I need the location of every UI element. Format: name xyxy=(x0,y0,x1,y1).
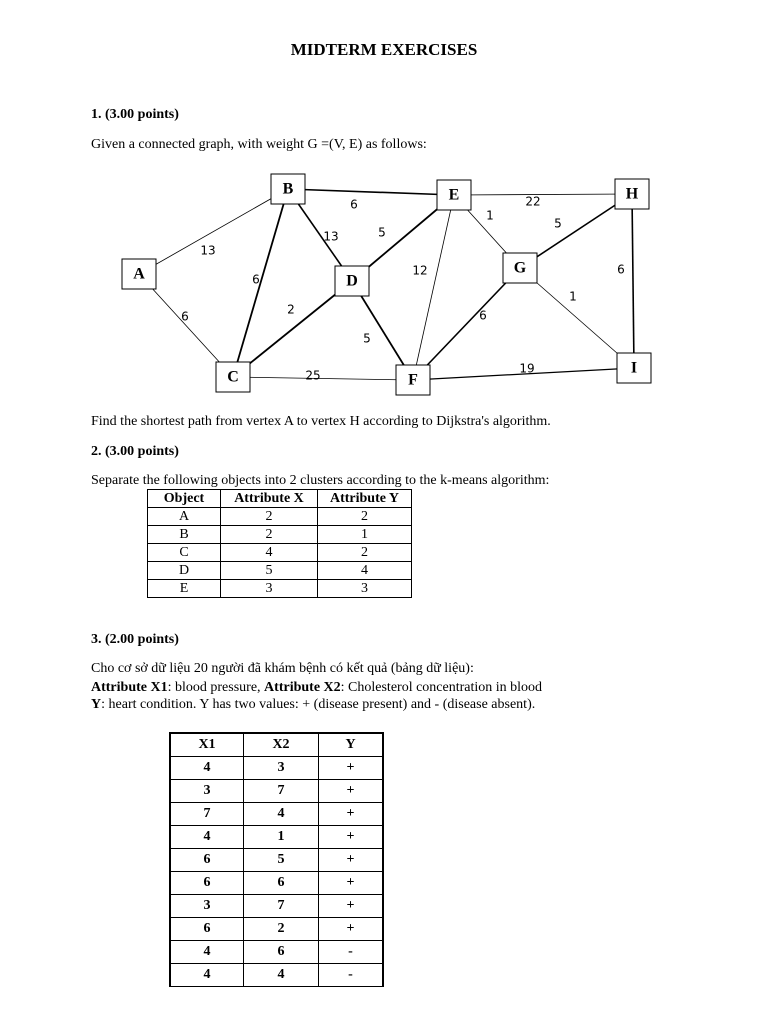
question-3-heading: 3. (2.00 points) xyxy=(91,632,179,647)
cell: 2 xyxy=(244,918,319,941)
table-row xyxy=(170,757,383,780)
cell: 2 xyxy=(318,544,412,562)
graph-edge-c-d xyxy=(233,281,352,377)
table-row xyxy=(170,780,383,803)
edge-weight-label: 22 xyxy=(525,194,541,209)
column-header: Y xyxy=(319,733,384,757)
patient-table xyxy=(169,732,384,987)
cell: 4 xyxy=(170,964,244,987)
cell: + xyxy=(319,872,384,895)
cell: 4 xyxy=(221,544,318,562)
cell: C xyxy=(148,544,221,562)
edge-weight-label: 13 xyxy=(323,229,339,244)
graph-edge-b-e xyxy=(288,189,454,195)
table-row xyxy=(170,895,383,918)
graph-edge-f-g xyxy=(413,268,520,380)
cell: 3 xyxy=(244,757,319,780)
cell: - xyxy=(319,941,384,964)
question-3-line1: Cho cơ sở dữ liệu 20 người đã khám bệnh có kết quả (bảng dữ liệu): xyxy=(91,661,474,676)
edge-weight-label: 5 xyxy=(363,331,371,346)
edge-weight-label: 5 xyxy=(554,216,562,231)
attr-x2-text: : Cholesterol concentration in blood xyxy=(340,680,543,695)
page-title: MIDTERM EXERCISES xyxy=(290,40,478,59)
question-3-line3 xyxy=(91,697,535,713)
question-2-intro: Separate the following objects into 2 clusters according to the k-means algorithm: xyxy=(91,473,550,488)
cell: D xyxy=(148,562,221,580)
table-row xyxy=(148,580,412,598)
edge-weight-label: 6 xyxy=(181,309,189,324)
edge-weight-label: 1 xyxy=(569,289,577,304)
column-header: Attribute X xyxy=(221,490,318,508)
cell: + xyxy=(319,803,384,826)
cell: 4 xyxy=(318,562,412,580)
table-header-row xyxy=(148,490,412,508)
cell: A xyxy=(148,508,221,526)
cell: + xyxy=(319,895,384,918)
column-header: X1 xyxy=(170,733,244,757)
table-row xyxy=(148,544,412,562)
edge-weight-label: 1 xyxy=(486,208,494,223)
edge-weight-label: 2 xyxy=(287,302,295,317)
table-row xyxy=(148,508,412,526)
column-header: Object xyxy=(148,490,221,508)
cell: 4 xyxy=(244,803,319,826)
cell: 2 xyxy=(221,508,318,526)
cell: 5 xyxy=(244,849,319,872)
node-label: C xyxy=(227,368,239,386)
cell: 5 xyxy=(221,562,318,580)
edge-weight-label: 19 xyxy=(519,361,535,376)
graph-edge-e-h xyxy=(454,194,632,195)
cell: 3 xyxy=(170,895,244,918)
cell: 6 xyxy=(244,941,319,964)
cell: 2 xyxy=(221,526,318,544)
cell: 3 xyxy=(170,780,244,803)
table-row xyxy=(170,849,383,872)
edge-weight-label: 6 xyxy=(252,272,260,287)
edge-weight-label: 6 xyxy=(479,308,487,323)
cell: + xyxy=(319,826,384,849)
node-label: F xyxy=(408,371,418,389)
weighted-graph xyxy=(0,0,768,410)
cell: E xyxy=(148,580,221,598)
graph-edge-b-c xyxy=(233,189,288,377)
cell: 1 xyxy=(318,526,412,544)
cell: + xyxy=(319,849,384,872)
cell: 7 xyxy=(244,895,319,918)
edge-weight-label: 13 xyxy=(200,243,216,258)
edge-weight-label: 12 xyxy=(412,263,428,278)
table-header-row xyxy=(170,733,383,757)
cell: 7 xyxy=(170,803,244,826)
question-1-intro: Given a connected graph, with weight G =(V, E) as follows: xyxy=(91,137,427,152)
table-row xyxy=(148,526,412,544)
cell: 6 xyxy=(244,872,319,895)
cell: 2 xyxy=(318,508,412,526)
cell: + xyxy=(319,757,384,780)
node-label: B xyxy=(282,180,294,198)
y-text: : heart condition. Y has two values: + (disease present) and - (disease absent). xyxy=(101,697,536,712)
node-label: G xyxy=(513,259,527,277)
cell: 6 xyxy=(170,849,244,872)
cell: 4 xyxy=(170,941,244,964)
attr-x1-label: Attribute X1 xyxy=(91,680,168,695)
table-row xyxy=(170,803,383,826)
graph-edge-a-b xyxy=(139,189,288,274)
edge-weight-label: 6 xyxy=(617,262,625,277)
cell: 4 xyxy=(170,757,244,780)
graph-edge-c-f xyxy=(233,377,413,380)
cell: B xyxy=(148,526,221,544)
question-1-heading: 1. (3.00 points) xyxy=(91,107,179,122)
cell: + xyxy=(319,780,384,803)
cell: - xyxy=(319,964,384,987)
edge-weight-label: 25 xyxy=(305,368,321,383)
cell: 4 xyxy=(170,826,244,849)
kmeans-table xyxy=(147,489,412,598)
table-row xyxy=(170,872,383,895)
cell: 6 xyxy=(170,872,244,895)
cell: 3 xyxy=(318,580,412,598)
node-label: A xyxy=(133,265,145,283)
cell: + xyxy=(319,918,384,941)
edge-weight-label: 5 xyxy=(378,225,386,240)
table-row xyxy=(170,826,383,849)
edge-weight-label: 6 xyxy=(350,197,358,212)
table-row xyxy=(170,941,383,964)
attr-x1-text: : blood pressure, xyxy=(167,680,265,695)
cell: 1 xyxy=(244,826,319,849)
node-label: D xyxy=(346,272,358,290)
cell: 7 xyxy=(244,780,319,803)
graph-edge-e-f xyxy=(413,195,454,380)
node-label: E xyxy=(448,186,460,204)
table-row xyxy=(170,918,383,941)
table-row xyxy=(170,964,383,987)
question-1-task: Find the shortest path from vertex A to vertex H according to Dijkstra's algorithm. xyxy=(91,414,551,429)
node-label: I xyxy=(630,359,638,377)
question-3-line2 xyxy=(91,680,542,696)
node-label: H xyxy=(625,185,639,203)
attr-x2-label: Attribute X2 xyxy=(264,680,341,695)
y-label: Y xyxy=(91,697,102,712)
cell: 4 xyxy=(244,964,319,987)
column-header: Attribute Y xyxy=(318,490,412,508)
column-header: X2 xyxy=(244,733,319,757)
question-2-heading: 2. (3.00 points) xyxy=(91,444,179,459)
table-row xyxy=(148,562,412,580)
cell: 6 xyxy=(170,918,244,941)
cell: 3 xyxy=(221,580,318,598)
graph-edge-h-i xyxy=(632,194,634,368)
